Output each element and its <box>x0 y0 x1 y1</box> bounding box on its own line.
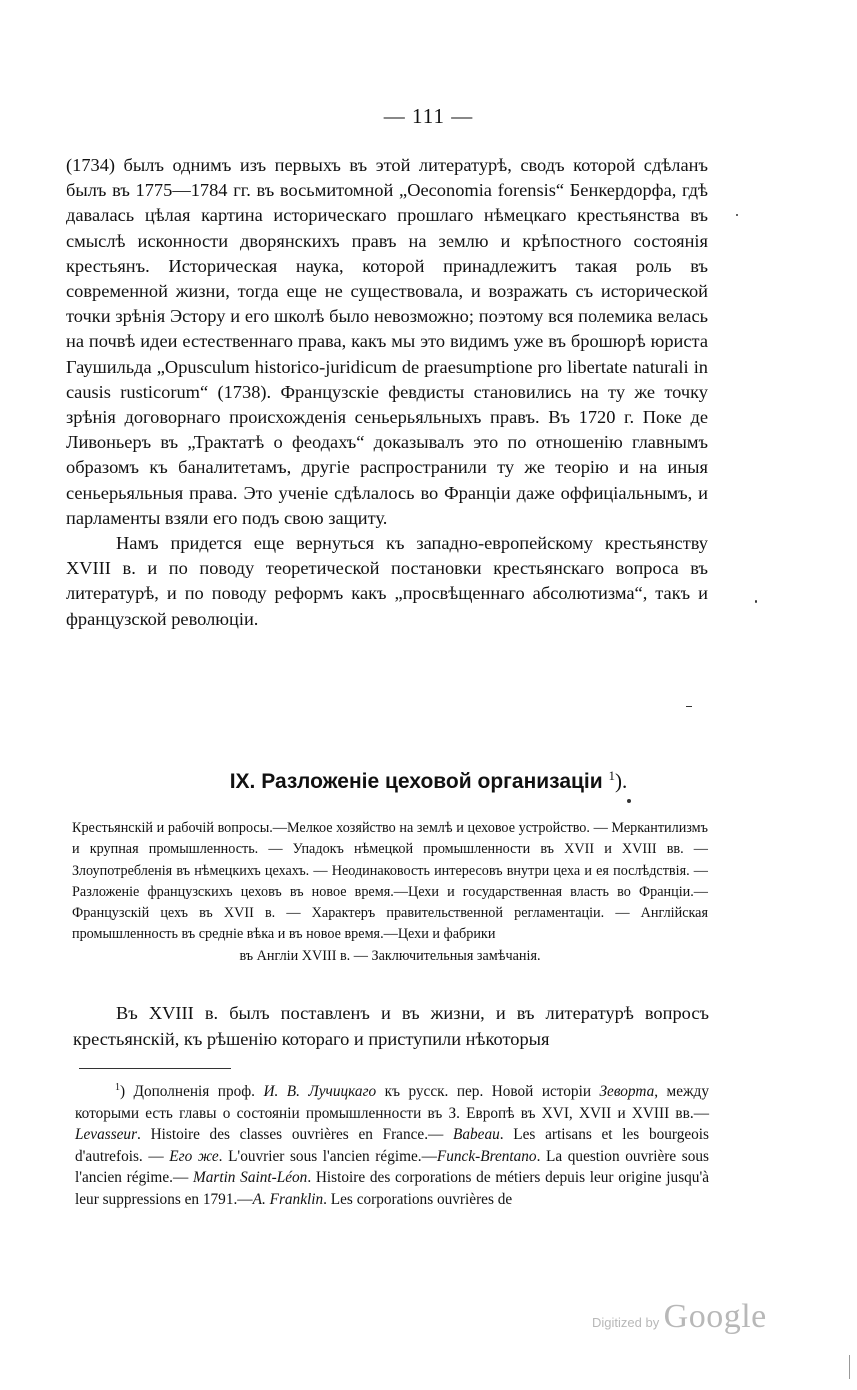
footnote-text: . La question ouvrière sous l'ancien régime.— <box>75 1147 709 1187</box>
page-speck <box>627 799 631 803</box>
digitization-watermark <box>592 1298 767 1336</box>
footnote-text: , между которыми есть главы о состояніи промышленности въ З. Европѣ въ XVI, XVII и XVIII вв.— <box>75 1083 709 1122</box>
footnote-author: И. В. Лучицкаго <box>263 1083 377 1101</box>
footnote-divider <box>79 1068 231 1069</box>
footnote-text: . Histoire des classes ouvrières en France.— <box>137 1126 454 1144</box>
paragraph-2: Намъ придется еще вернуться къ западно-европейскому крестьянству XVIII в. и по поводу теоретической постановки крестьянскаго вопроса въ литературѣ, и по поводу реформъ какъ „просвѣщеннаго абсолютизма“, такъ и французской революціи. <box>66 533 708 629</box>
page-edge-mark <box>849 1355 850 1379</box>
page-number: — 111 — <box>383 104 474 128</box>
footnote-paragraph <box>75 1077 709 1210</box>
footnote-text: . Histoire des corporations de métiers depuis leur origine jusqu'à leur suppressions en 1791.— <box>75 1169 709 1208</box>
summary-main: Крестьянскій и рабочій вопросы.—Мелкое хозяйство на землѣ и цеховое устройство. — Меркантилизмъ и крупная промышленность. — Упадокъ нѣмецкой промышленности въ XVII и XVIII вв. — Злоупотребленія въ нѣмецкихъ цехахъ. — Неодинаковость интересовъ внутри цеха и ея послѣдствія. — Разложеніе французскихъ цеховъ въ новое время.—Цехи и государственная власть во Франціи.— Французскій цехъ въ XVII в. — Характеръ правительственной регламентаціи. — Англійская промышленность въ средніе вѣка и въ новое время.—Цехи и фабрики <box>72 820 708 943</box>
footnote-text: къ русск. пер. Новой исторіи <box>376 1083 600 1101</box>
footnote-author: Babeau <box>453 1126 500 1144</box>
chapter-summary <box>72 818 708 967</box>
footnote-author: A. Franklin <box>252 1190 324 1208</box>
footnote-author: Funck-Brentano <box>436 1147 537 1165</box>
page-speck <box>736 214 738 216</box>
footnote-author: Его же <box>169 1147 219 1165</box>
footnote-text: . Les corporations ouvrières de <box>323 1190 513 1208</box>
footnote-author: Martin Saint-Léon <box>192 1169 308 1187</box>
heading-closing: ). <box>615 769 628 793</box>
footnote <box>75 1077 709 1210</box>
chapter-heading <box>0 768 857 794</box>
watermark-prefix: Digitized by <box>592 1315 660 1330</box>
footnote-text: ) Дополненія проф. <box>120 1083 264 1101</box>
paragraph-1: (1734) былъ однимъ изъ первыхъ въ этой литературѣ, сводъ которой сдѣланъ былъ въ 1775—1784 гг. въ восьмитомной „Oeconomia forensis“ Бенкердорфа, гдѣ давалась цѣлая картина историческаго прошлаго нѣмецкаго крестьянства въ смыслѣ исконности дворянскихъ правъ на землю и крѣпостного состоянія крестьянъ. Историческая наука, которой принадлежитъ такая роль въ современной жизни, тогда еще не существовала, и возражать съ исторической точки зрѣнія Эстору и его школѣ было невозможно; поэтому вся полемика велась на почвѣ идеи естественнаго права, какъ мы это видимъ уже въ брошюрѣ юриста Гаушильда „Opusculum historico-juridicum de praesumptione pro libertate naturali in causis rusticorum“ (1738). Французскіе февдисты становились на ту же точку зрѣнія договорнаго происхожденія сеньерьяльныхъ правъ. Въ 1720 г. Поке де Ливоньеръ въ „Трактатѣ о феодахъ“ доказывалъ это по отношенію главнымъ образомъ къ баналитетамъ, другіе распространили ту же теорію и на иныя сеньерьяльныя права. Это ученіе сдѣлалось во Франціи даже оффиціальнымъ, и парламенты взяли его подъ свою защиту. <box>66 155 708 528</box>
summary-last-line: въ Англіи XVIII в. — Заключительныя замѣчанія. <box>239 947 541 964</box>
google-logo: Google <box>663 1298 767 1335</box>
chapter-opening-text <box>73 1000 709 1052</box>
main-text <box>66 153 708 632</box>
chapter-opening-paragraph: Въ XVIII в. былъ поставленъ и въ жизни, и въ литературѣ вопросъ крестьянскій, къ рѣшенію котораго и приступили нѣкоторыя <box>73 1003 709 1049</box>
footnote-text: . Les artisans et les bourgeois d'autrefois. — <box>75 1126 709 1165</box>
chapter-title: IX. Разложеніе цеховой организаціи <box>229 770 603 793</box>
footnote-author: Levasseur <box>75 1126 138 1144</box>
footnote-text: . L'ouvrier sous l'ancien régime.— <box>218 1147 437 1165</box>
heading-footnote-mark: 1 <box>608 768 616 783</box>
page-speck <box>755 600 757 603</box>
footnote-author: Зеворта <box>599 1083 655 1101</box>
footnote-mark: 1 <box>115 1082 120 1093</box>
page-speck <box>686 706 692 707</box>
